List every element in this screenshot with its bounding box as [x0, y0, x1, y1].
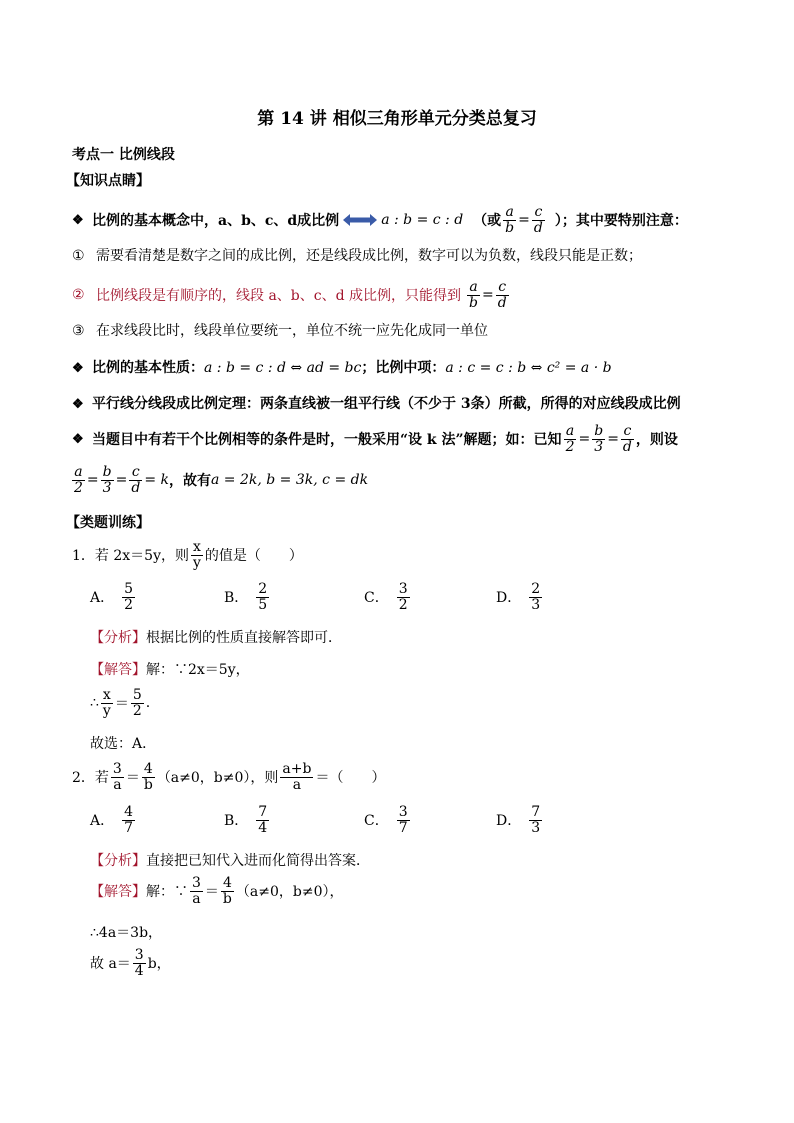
q1-answer [90, 659, 250, 679]
numerator: a+b [282, 761, 312, 777]
circled-number: ② [72, 287, 85, 304]
answer-text: 故 a＝ [90, 956, 131, 973]
denominator: y [193, 554, 201, 571]
denominator: b [505, 219, 515, 236]
q2-analysis [90, 850, 370, 870]
numerator: c [496, 280, 509, 296]
denominator: 2 [398, 596, 408, 613]
or-text: （或 [473, 213, 502, 230]
q1-option-a[interactable] [90, 582, 137, 612]
q2-option-a[interactable] [90, 805, 137, 835]
fraction-a-b [503, 205, 516, 235]
sub-item-1 [72, 245, 642, 265]
option-fraction [122, 805, 135, 835]
circled-number: ① [72, 248, 85, 264]
fraction-apb-a [280, 762, 313, 792]
denominator: b [143, 776, 153, 793]
denominator: 3 [531, 819, 541, 836]
bullet-property [72, 357, 612, 377]
property-formula: a : b = c : d ⇔ ad = bc [204, 360, 362, 376]
numerator: a [503, 205, 516, 221]
fraction-c-d [129, 465, 142, 495]
denominator: 2 [124, 596, 134, 613]
question-number: 2． [72, 770, 95, 787]
denominator: 4 [258, 819, 268, 836]
numerator: 5 [132, 687, 142, 703]
q1-option-b[interactable] [224, 582, 271, 612]
answer-text: 解：∵2x＝5y， [146, 662, 250, 678]
option-label: B． [224, 590, 249, 607]
analysis-text: 根据比例的性质直接解答即可． [146, 630, 342, 646]
q1-analysis [90, 627, 342, 647]
fraction-c-d [496, 280, 509, 310]
q2-option-b[interactable] [224, 805, 271, 835]
q1-choose: 故选：A． [90, 736, 157, 752]
q2-answer-step-1: ∴4a＝3b， [90, 925, 163, 941]
diamond-bullet-icon: ❖ [72, 397, 84, 412]
answer-tag: 【解答】 [90, 662, 146, 678]
q2-option-c[interactable] [364, 805, 412, 835]
page-title: 第 14 讲 相似三角形单元分类总复习 [257, 109, 537, 129]
question-number: 1． [72, 548, 95, 565]
fraction-5-2 [131, 688, 144, 718]
bullet-parallel-theorem [72, 393, 681, 413]
question-text: 若 2x＝5y，则 [94, 548, 189, 565]
option-label: A． [90, 813, 115, 830]
numerator: 3 [398, 581, 408, 597]
option-label: B． [224, 813, 249, 830]
numerator: 5 [124, 581, 134, 597]
fraction-a-2 [564, 424, 577, 454]
denominator: d [131, 479, 141, 496]
numerator: 3 [112, 761, 122, 777]
bullet-concept-text: 比例的基本概念中，a、b、c、d成比例 [92, 213, 340, 230]
answer-text: 解：∵ [146, 884, 188, 901]
denominator: 7 [124, 819, 134, 836]
fraction-x-y [101, 688, 113, 718]
equals: ＝ [204, 884, 219, 901]
k-result-formula: a = 2k, b = 3k, c = dk [211, 472, 369, 489]
numerator: 3 [398, 804, 408, 820]
numerator: c [621, 424, 634, 440]
fraction-x-y [191, 540, 203, 570]
analysis-tag: 【分析】 [90, 630, 146, 646]
denominator: d [497, 294, 507, 311]
fraction-3-a [190, 876, 203, 906]
fraction-b-3 [592, 424, 605, 454]
denominator: a [113, 776, 122, 793]
bullet-k-line2: $\frac{a}{2}$ = $\frac{b}{3}$ = $\frac{c}{d}$ = k ，故有 a = 2k, b = 3k, c = dk [74, 464, 369, 496]
period: . [145, 695, 151, 712]
fraction-3-4 [133, 948, 146, 978]
q1-option-d[interactable] [496, 582, 544, 612]
bullet-k-method: ❖ 当题目中有若干个比例相等的条件是时，一般采用“设 k 法”解题；如：已知 $\frac{a}{2}$ = $\frac{b}{3}$ = $\frac{c}{d}$ ，则设 [72, 423, 678, 455]
numerator: x [101, 688, 113, 704]
option-fraction [256, 582, 269, 612]
analysis-tag: 【分析】 [90, 853, 146, 869]
bullet-parallel-text: 平行线分线段成比例定理：两条直线被一组平行线（不少于 3条）所截，所得的对应线段成比例 [92, 396, 681, 412]
denominator: y [102, 702, 111, 719]
training-header: 【类题训练】 [66, 515, 150, 531]
numerator: x [191, 540, 203, 556]
denominator: 5 [258, 596, 268, 613]
fraction-a-b [467, 280, 480, 310]
fraction-c-d [532, 205, 545, 235]
option-label: C． [364, 590, 389, 607]
double-arrow-icon [343, 214, 377, 226]
denominator: a [192, 890, 201, 907]
numerator: a [467, 280, 480, 296]
option-fraction [529, 582, 542, 612]
option-fraction [529, 805, 542, 835]
numerator: a [72, 465, 85, 481]
diamond-bullet-icon: ❖ [72, 431, 84, 447]
equals: ＝ [125, 770, 140, 787]
denominator: d [533, 219, 543, 236]
mean-proportional-formula: a : c = c : b ⇔ c² = a · b [445, 360, 612, 376]
numerator: 4 [221, 876, 234, 892]
option-fraction [397, 582, 410, 612]
question-text: ＝（ ） [315, 770, 386, 787]
fraction-4-b [142, 762, 155, 792]
numerator: 7 [531, 804, 541, 820]
option-label: A． [90, 590, 115, 607]
q1-answer-step [90, 688, 150, 718]
ratio-formula: a : b = c : d [381, 212, 464, 229]
option-fraction [122, 582, 135, 612]
question-1-stem [72, 540, 303, 570]
numerator: 4 [142, 762, 155, 778]
fraction-3-a [111, 762, 124, 792]
denominator: 2 [565, 438, 575, 455]
mean-proportional-label: ；比例中项： [361, 360, 446, 376]
section-heading: 考点一 比例线段 [72, 147, 175, 163]
question-text: 若 [94, 770, 109, 787]
bullet-k-text: 当题目中有若干个比例相等的条件是时，一般采用“设 k 法”解题；如：已知 [92, 432, 562, 449]
answer-tag: 【解答】 [90, 884, 146, 901]
option-fraction [397, 805, 410, 835]
analysis-text: 直接把已知代入进而化简得出答案． [146, 853, 370, 869]
option-label: C． [364, 813, 389, 830]
denominator: 3 [102, 479, 112, 496]
bullet-concept: ❖ 比例的基本概念中，a、b、c、d成比例 a : b = c : d （或 $\frac{a}{b}$ = $\frac{c}{d}$ ）；其中要特别注意： [72, 204, 688, 236]
answer-text: b， [147, 956, 171, 973]
denominator: b [222, 890, 232, 907]
bullet-property-text: 比例的基本性质： [92, 360, 204, 376]
fraction-a-2 [72, 465, 85, 495]
answer-condition: （a≠0，b≠0）， [235, 884, 344, 901]
knowledge-header: 【知识点睛】 [66, 173, 150, 189]
numerator: 7 [258, 804, 268, 820]
diamond-bullet-icon: ❖ [72, 212, 84, 228]
numerator: c [532, 205, 545, 221]
numerator: 2 [531, 581, 541, 597]
sub-item-3 [72, 320, 488, 340]
question-2-stem [72, 762, 385, 792]
equals: ＝ [114, 696, 129, 713]
numerator: c [129, 465, 142, 481]
question-condition: （a≠0，b≠0），则 [156, 770, 279, 787]
denominator: a [292, 776, 302, 793]
denominator: 2 [74, 479, 83, 496]
option-label: D． [496, 590, 522, 607]
fraction-4-b [221, 876, 234, 906]
sub-item-text: 需要看清楚是数字之间的成比例，还是线段成比例，数字可以为负数，线段只能是正数； [96, 248, 642, 264]
numerator: 3 [192, 875, 201, 891]
numerator: 3 [134, 947, 144, 963]
numerator: 2 [258, 581, 268, 597]
option-fraction [256, 805, 269, 835]
close-text: ）；其中要特别注意： [554, 213, 688, 230]
denominator: 2 [132, 702, 142, 719]
sub-item-2: ② 比例线段是有顺序的，线段 a、b、c、d 成比例，只能得到 $\frac{a}{b}$ = $\frac{c}{d}$ [72, 279, 507, 311]
sub-item-text: 在求线段比时，线段单位要统一，单位不统一应先化成同一单位 [96, 323, 488, 339]
q1-option-c[interactable] [364, 582, 412, 612]
denominator: 3 [531, 596, 541, 613]
diamond-bullet-icon: ❖ [72, 361, 84, 376]
q2-answer-step-2 [90, 948, 171, 978]
denominator: 3 [594, 438, 604, 455]
therefore-symbol: ∴ [90, 695, 99, 712]
fraction-b-3 [101, 465, 114, 495]
numerator: b [102, 464, 112, 480]
denominator: 7 [398, 819, 408, 836]
denominator: 4 [134, 962, 144, 979]
fraction-c-d [621, 424, 634, 454]
q2-answer [90, 876, 343, 906]
option-label: D． [496, 813, 522, 830]
sub-item-text: 比例线段是有顺序的，线段 a、b、c、d 成比例，只能得到 [96, 288, 462, 305]
equals-k: = k [144, 472, 169, 489]
therefore-text: ，故有 [169, 473, 211, 490]
denominator: b [469, 294, 478, 311]
numerator: a [564, 424, 577, 440]
q2-option-d[interactable] [496, 805, 544, 835]
question-text: 的值是（ ） [204, 548, 303, 565]
numerator: b [594, 423, 604, 439]
circled-number: ③ [72, 323, 85, 339]
numerator: 4 [124, 804, 134, 820]
bullet-k-suffix: ，则设 [635, 432, 678, 449]
denominator: d [622, 438, 632, 455]
